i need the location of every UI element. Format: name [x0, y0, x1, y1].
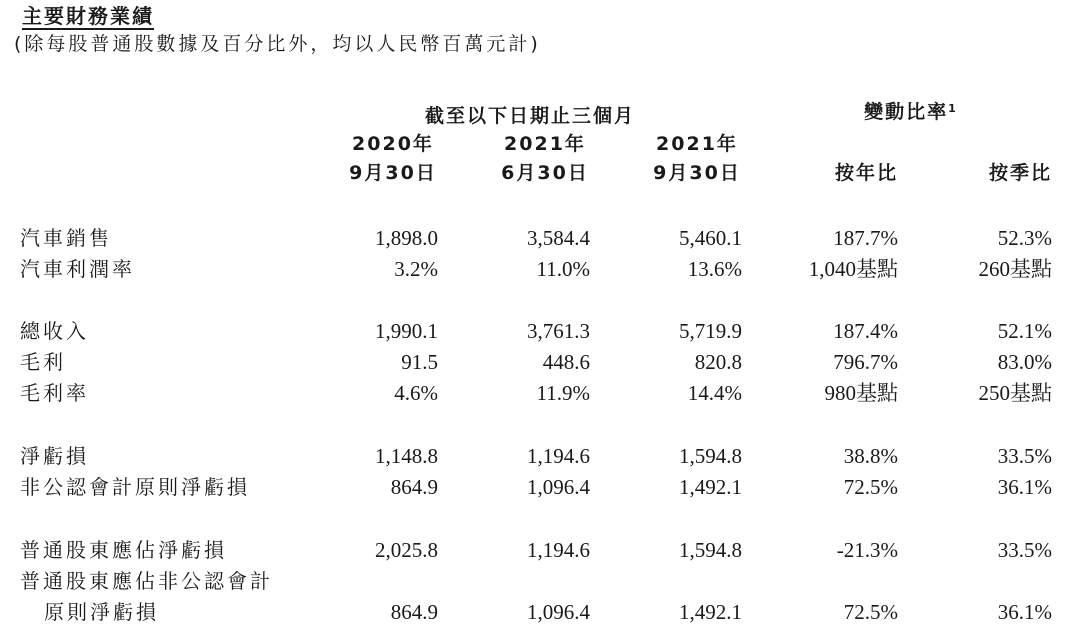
cell-yoy: 72.5%	[843, 475, 898, 499]
footnote-marker: 1	[948, 102, 956, 115]
cell-qoq: 52.1%	[997, 319, 1052, 343]
table-row	[0, 535, 1080, 565]
col2-year: 2021年	[504, 133, 586, 155]
cell-qoq: 33.5%	[997, 444, 1052, 468]
row-label: 非公認會計原則淨虧損	[20, 475, 250, 499]
row-label: 汽車利潤率	[20, 257, 135, 281]
col3-year: 2021年	[656, 133, 738, 155]
col2-date: 6月30日	[501, 162, 589, 184]
cell-yoy: 1,040基點	[808, 257, 898, 281]
row-label: 汽車銷售	[20, 226, 112, 250]
table-row	[0, 441, 1080, 471]
cell-2021q3: 14.4%	[687, 381, 742, 405]
cell-qoq: 52.3%	[997, 226, 1052, 250]
row-label: 普通股東應佔淨虧損	[20, 538, 227, 562]
cell-2021q3: 5,719.9	[679, 319, 742, 343]
cell-yoy: 187.4%	[833, 319, 898, 343]
cell-yoy: 187.7%	[833, 226, 898, 250]
cell-2020q3: 3.2%	[394, 257, 438, 281]
cell-yoy: 980基點	[824, 381, 898, 405]
change-group-header	[840, 100, 980, 124]
cell-2020q3: 1,148.8	[375, 444, 438, 468]
cell-2021q2: 11.9%	[536, 381, 590, 405]
page-title: 主要財務業績	[22, 4, 154, 28]
cell-qoq: 83.0%	[997, 350, 1052, 374]
row-label: 淨虧損	[20, 444, 89, 468]
cell-2021q3: 13.6%	[687, 257, 742, 281]
cell-yoy: 38.8%	[843, 444, 898, 468]
row-label: 總收入	[20, 319, 89, 343]
period-group-header	[395, 104, 665, 128]
cell-2021q2: 3,584.4	[527, 226, 590, 250]
cell-2021q3: 1,594.8	[679, 538, 742, 562]
cell-2021q3: 820.8	[694, 350, 742, 374]
table-row	[0, 378, 1080, 408]
table-row	[0, 316, 1080, 346]
cell-2021q3: 1,594.8	[679, 444, 742, 468]
cell-yoy: 796.7%	[833, 350, 898, 374]
cell-qoq: 36.1%	[997, 600, 1052, 624]
cell-2021q2: 1,096.4	[527, 475, 590, 499]
table-row	[0, 472, 1080, 502]
cell-2020q3: 2,025.8	[375, 538, 438, 562]
cell-2021q2: 1,194.6	[527, 444, 590, 468]
table-row	[0, 566, 1080, 596]
cell-2021q3: 1,492.1	[679, 475, 742, 499]
cell-2020q3: 864.9	[390, 475, 438, 499]
cell-2021q2: 3,761.3	[527, 319, 590, 343]
col1-year: 2020年	[352, 133, 434, 155]
row-label: 毛利	[20, 350, 66, 374]
row-label: 毛利率	[20, 381, 89, 405]
period-group-label: 截至以下日期止三個月	[424, 105, 635, 127]
col-qoq-header: 按季比	[988, 162, 1052, 184]
cell-2021q2: 448.6	[542, 350, 590, 374]
cell-2020q3: 864.9	[390, 600, 438, 624]
table-row	[0, 597, 1080, 627]
row-label: 普通股東應佔非公認會計	[20, 569, 273, 593]
cell-2021q2: 1,194.6	[527, 538, 590, 562]
cell-qoq: 33.5%	[997, 538, 1052, 562]
cell-2021q3: 5,460.1	[679, 226, 742, 250]
row-label: 原則淨虧損	[44, 600, 159, 624]
change-group-label: 變動比率	[864, 101, 949, 123]
col-yoy-header: 按年比	[834, 162, 898, 184]
table-row	[0, 223, 1080, 253]
subtitle: (除每股普通股數據及百分比外，均以人民幣百萬元計)	[14, 33, 541, 55]
cell-2020q3: 1,898.0	[375, 226, 438, 250]
cell-qoq: 260基點	[978, 257, 1052, 281]
cell-qoq: 36.1%	[997, 475, 1052, 499]
col3-date: 9月30日	[653, 162, 741, 184]
cell-2020q3: 4.6%	[394, 381, 438, 405]
cell-qoq: 250基點	[978, 381, 1052, 405]
cell-2020q3: 91.5	[401, 350, 438, 374]
cell-2020q3: 1,990.1	[375, 319, 438, 343]
cell-yoy: 72.5%	[843, 600, 898, 624]
cell-2021q2: 1,096.4	[527, 600, 590, 624]
col1-date: 9月30日	[349, 162, 437, 184]
cell-yoy: -21.3%	[836, 538, 898, 562]
table-row	[0, 254, 1080, 284]
table-row	[0, 347, 1080, 377]
cell-2021q2: 11.0%	[536, 257, 590, 281]
cell-2021q3: 1,492.1	[679, 600, 742, 624]
